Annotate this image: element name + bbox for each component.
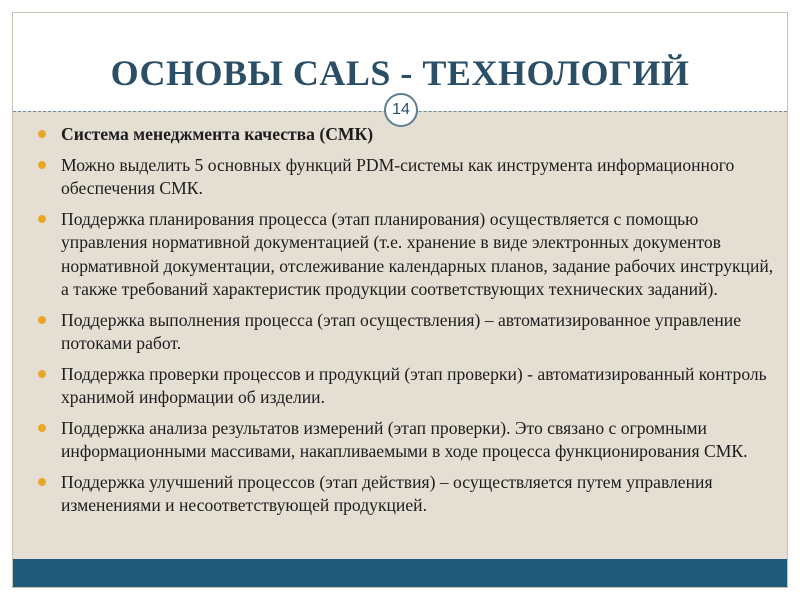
bullet-item: [37, 471, 777, 518]
footer-bar: [13, 559, 787, 587]
bullet-icon: [38, 160, 48, 170]
bullet-text: Поддержка анализа результатов измерений (этап проверки). Это связано с огромными информационными массивами, накапливаемыми в ходе процесса функционирования СМК.: [61, 417, 748, 461]
bullet-text: Поддержка проверки процессов и продукций (этап проверки) - автоматизированный контроль хранимой информации об изделии.: [61, 363, 767, 407]
slide-number-badge: 14: [384, 93, 418, 127]
bullet-item: [37, 363, 777, 410]
bullet-list: [37, 123, 777, 518]
slide-title: ОСНОВЫ CALS - ТЕХНОЛОГИЙ: [110, 53, 690, 93]
bullet-text: Можно выделить 5 основных функций PDM-системы как инструмента информационного обеспечения СМК.: [61, 154, 735, 198]
bullet-icon: [38, 423, 48, 433]
bullet-text: Поддержка планирования процесса (этап планирования) осуществляется с помощью управления нормативной документацией (т.е. хранение в виде электронных документов нормативной документации, отслеживание календарных планов, задание рабочих инструкций, а также требований характеристик продукции соответствующих технических заданий).: [61, 208, 774, 299]
bullet-text: Система менеджмента качества (СМК): [61, 124, 374, 144]
bullet-item: [37, 154, 777, 201]
bullet-icon: [38, 477, 48, 487]
bullet-icon: [38, 315, 48, 325]
bullet-item: [37, 208, 777, 302]
bullet-item: [37, 417, 777, 464]
slide: [12, 12, 788, 588]
bullet-text: Поддержка улучшений процессов (этап действия) – осуществляется путем управления изменениями и несоответствующей продукцией.: [61, 471, 713, 515]
bullet-icon: [38, 214, 48, 224]
bullet-text: Поддержка выполнения процесса (этап осуществления) – автоматизированное управление потоками работ.: [61, 309, 742, 353]
bullet-item: [37, 309, 777, 356]
bullet-item: [37, 123, 777, 147]
bullet-icon: [38, 129, 48, 139]
slide-content: [37, 123, 777, 525]
bullet-icon: [38, 369, 48, 379]
